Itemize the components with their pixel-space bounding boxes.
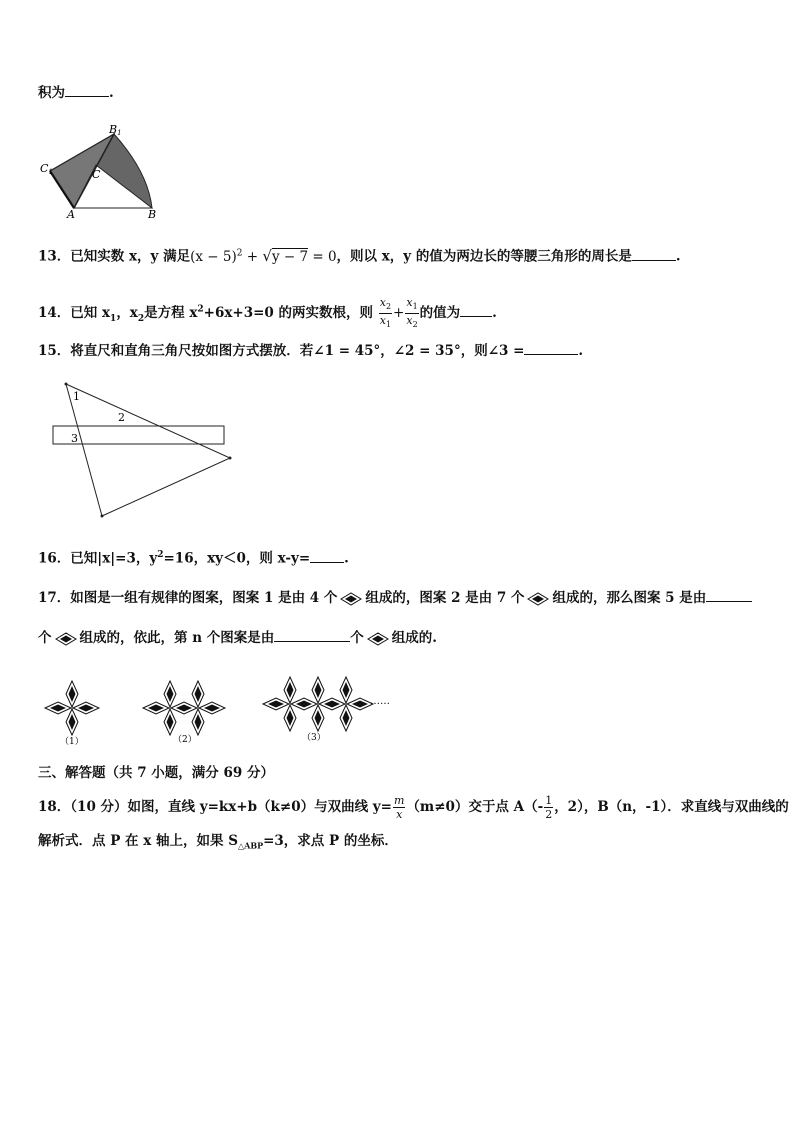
label-a: A <box>67 208 75 221</box>
question-17-line-1: 17．如图是一组有规律的图案，图案 1 是由 4 个 组成的，图案 2 是由 7 个 组成的，那么图案 5 是由 <box>38 589 752 607</box>
caption-1: （1） <box>60 737 84 747</box>
q14-number: 14． <box>38 305 71 322</box>
q15-number: 15． <box>38 343 71 359</box>
angle-label-1: 1 <box>73 390 80 403</box>
question-13: 13．已知实数 x，y 满足$(x - 5)^2 + √y - 7 = 0$，则以 x，y 的值为两边长的等腰三角形的周长是 . <box>38 246 681 265</box>
answer-blank <box>706 589 752 602</box>
pattern-2 <box>143 681 225 735</box>
section-3-heading <box>38 764 274 782</box>
section-3-title: 三、解答题（共 7 小题，满分 69 分） <box>38 765 274 781</box>
figure-diamond-patterns <box>40 670 410 754</box>
angle-label-2: 2 <box>118 411 125 424</box>
q13-pre: 已知实数 x，y 满足 <box>70 248 191 265</box>
fraction-x2-over-x1: $\frac{x_2}{x_1}$ <box>379 296 392 330</box>
fraction-one-half: $\frac{1}{2}$ <box>545 794 553 821</box>
diamond-icon <box>340 592 362 606</box>
q12-tail-line <box>38 84 114 102</box>
diamond-icon <box>527 592 549 606</box>
answer-blank <box>310 550 344 563</box>
q15-text: 将直尺和直角三角尺按如图方式摆放．若∠1 = 45°，∠2 = 35°，则∠3 = <box>70 343 525 359</box>
ellipsis: …… <box>370 696 390 707</box>
question-18-line-1: 18．（10 分）如图，直线 y=kx+b（k≠0）与双曲线 y= $\frac{m}{x}$ （m≠0）交于点 A（- $\frac{1}{2}$ ，2），B（n，-1）．求直线与双曲线的 <box>38 794 789 821</box>
answer-blank <box>460 304 492 317</box>
pattern-3 <box>263 677 373 731</box>
answer-blank <box>524 342 578 355</box>
q12-tail-text: 积为 <box>38 85 65 101</box>
figure-ruler-triangle <box>50 378 240 523</box>
q13-number: 13． <box>38 248 71 265</box>
answer-blank <box>65 84 109 97</box>
angle-label-3: 3 <box>71 432 78 445</box>
fraction-m-over-x: $\frac{m}{x}$ <box>393 794 405 821</box>
question-18-line-2: 解析式．点 P 在 x 轴上，如果 $S_{\triangle ABP}=3$，求点 P 的坐标． <box>38 833 398 851</box>
pattern-1 <box>45 681 99 735</box>
caption-3: （3） <box>302 733 326 743</box>
answer-blank <box>632 248 676 261</box>
label-c1: C1 <box>40 162 53 176</box>
figure-rotation-triangle <box>36 122 166 222</box>
q18-number: 18． <box>38 799 71 815</box>
diamond-icon <box>55 632 77 646</box>
label-b: B <box>148 208 157 221</box>
answer-blank <box>274 629 350 642</box>
q13-post: ，则以 x，y 的值为两边长的等腰三角形的周长是 <box>336 248 632 265</box>
label-c: C <box>92 168 101 181</box>
diamond-icon <box>367 632 389 646</box>
q16-number: 16． <box>38 550 71 567</box>
caption-2: （2） <box>173 735 197 745</box>
q17-number: 17． <box>38 590 71 606</box>
q13-expr: $(x - 5)^2 + √y - 7 = 0$ <box>190 246 337 265</box>
question-14: 14．已知 $x_1$，$x_2$是方程 $x^2+6x+3=0$ 的两实数根，则 $\frac{x_2}{x_1}$ + $\frac{x_1}{x_2}$ 的值为 . <box>38 296 497 330</box>
fraction-x1-over-x2: $\frac{x_1}{x_2}$ <box>406 296 418 330</box>
question-15: 15．将直尺和直角三角尺按如图方式摆放．若∠1 = 45°，∠2 = 35°，则∠3 = . <box>38 343 584 359</box>
question-16: 16．已知|x|=3，$y^2=16$，xy＜0，则 x-y= . <box>38 550 349 567</box>
q12-end: . <box>109 85 114 101</box>
right-triangle <box>66 384 230 516</box>
label-b1: B1 <box>109 123 122 137</box>
question-17-line-2: 个 组成的，依此，第 n 个图案是由 个 组成的. <box>38 630 437 646</box>
